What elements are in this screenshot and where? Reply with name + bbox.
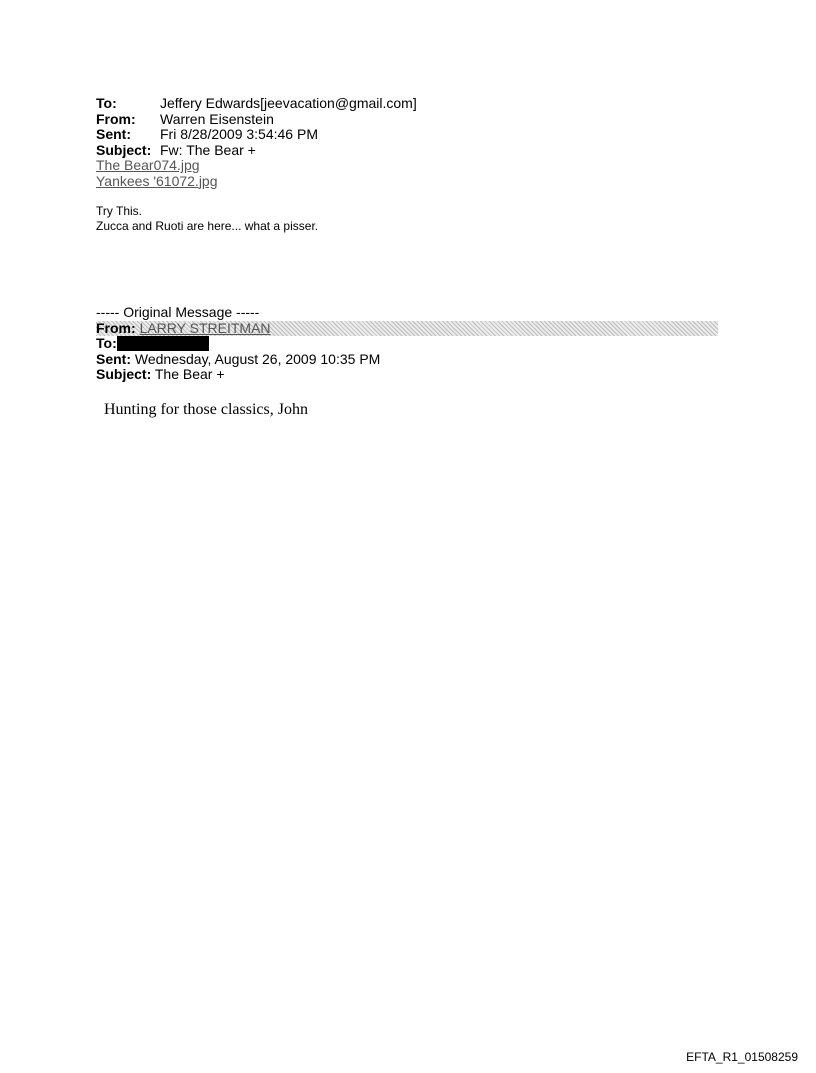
- original-to-row: [96, 336, 718, 352]
- original-message: [96, 305, 718, 383]
- attachment-link[interactable]: Yankees '61072.jpg: [96, 172, 218, 189]
- attachment-link[interactable]: The Bear074.jpg: [96, 157, 200, 173]
- sent-label: Sent:: [96, 126, 131, 142]
- body-line: Zucca and Ruoti are here... what a pisser.: [96, 218, 319, 233]
- sent-value: Fri 8/28/2009 3:54:46 PM: [160, 126, 318, 142]
- original-message-text: Hunting for those classics, John: [104, 401, 308, 418]
- subject-label: Subject:: [96, 141, 152, 158]
- original-sent-row: [96, 352, 718, 368]
- document-id: EFTA_R1_01508259: [686, 1050, 798, 1064]
- to-value: Jeffery Edwards[jeevacation@gmail.com]: [160, 95, 417, 111]
- original-to-label: To:: [96, 335, 117, 351]
- subject-value: Fw: The Bear +: [160, 141, 256, 158]
- original-subject-label: Subject:: [96, 366, 152, 382]
- to-label: To:: [96, 95, 117, 111]
- original-message-divider: ----- Original Message -----: [96, 304, 260, 320]
- email-header: [96, 96, 417, 189]
- to-row: [96, 96, 417, 112]
- original-from-label: From:: [96, 319, 136, 336]
- from-value: Warren Eisenstein: [160, 110, 274, 127]
- original-sent-label: Sent:: [96, 350, 131, 367]
- subject-row: [96, 143, 417, 159]
- redaction-box: [117, 336, 209, 351]
- original-subject-value: The Bear +: [154, 366, 225, 382]
- sent-row: [96, 127, 417, 143]
- original-from-row: [96, 321, 718, 337]
- from-row: [96, 112, 417, 128]
- original-sent-value: Wednesday, August 26, 2009 10:35 PM: [134, 350, 381, 367]
- original-subject-row: [96, 367, 718, 383]
- body-line: Try This.: [96, 204, 143, 218]
- from-label: From:: [96, 110, 136, 127]
- original-from-link[interactable]: LARRY STREITMAN: [139, 319, 271, 336]
- message-body: [96, 204, 318, 233]
